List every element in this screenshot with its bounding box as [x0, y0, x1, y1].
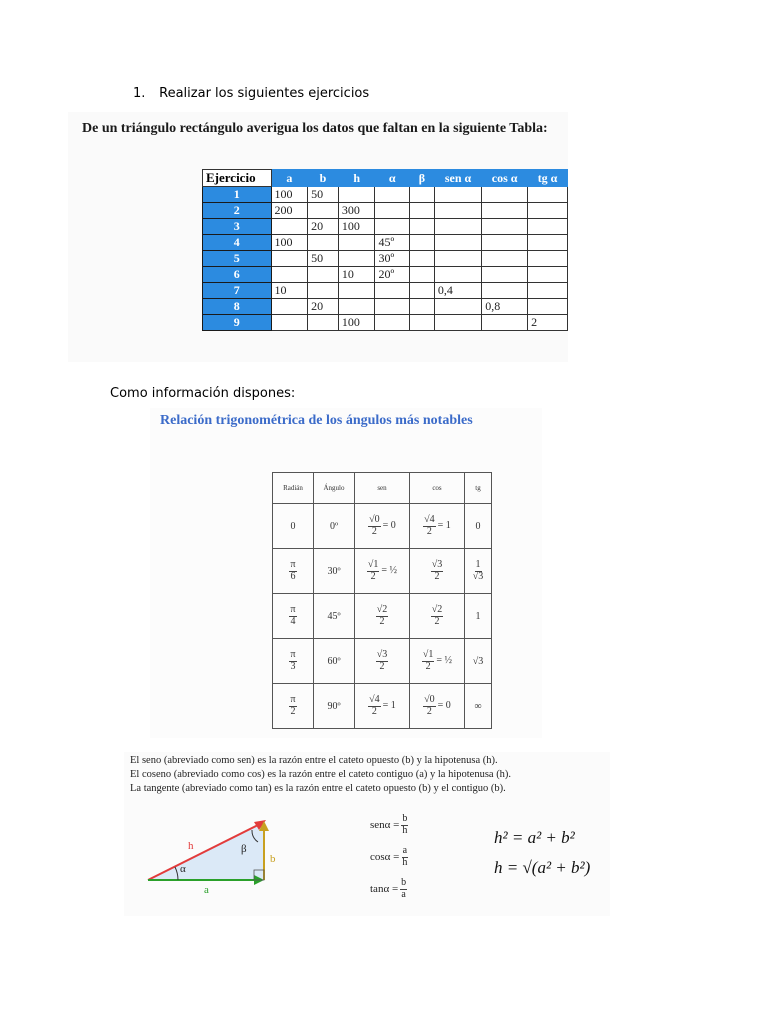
exercise-cell — [410, 299, 435, 315]
exercise-row-label: 8 — [203, 299, 272, 315]
radian-fraction-denominator: 6 — [290, 570, 296, 582]
header-cos: cos — [410, 473, 465, 504]
sen-fraction-numerator: √0 — [369, 514, 380, 525]
cell-tg — [465, 549, 492, 594]
cell-sen — [355, 504, 410, 549]
exercise-col-header: tg α — [528, 170, 568, 187]
cos-fraction-numerator: √3 — [431, 559, 443, 570]
cell-tg — [465, 639, 492, 684]
exercise-cell — [375, 283, 410, 299]
exercise-row-label: 3 — [203, 219, 272, 235]
exercise-cell — [528, 235, 568, 251]
formula-tan-lhs: tanα = — [370, 883, 399, 895]
cos-fraction — [423, 695, 436, 717]
radian-fraction — [289, 650, 296, 672]
cell-tg — [465, 594, 492, 639]
radian-fraction-denominator: 3 — [290, 660, 296, 672]
heading-number: 1. — [133, 86, 146, 101]
formula-sen — [370, 814, 408, 836]
exercise-col-header: β — [410, 170, 435, 187]
tg-value: 0 — [475, 520, 481, 532]
exercise-row-label: 9 — [203, 315, 272, 331]
angle-value: 90º — [327, 700, 341, 712]
exercise-col-header: b — [308, 170, 339, 187]
cell-sen — [355, 549, 410, 594]
cell-cos — [410, 594, 465, 639]
radian-fraction-numerator: π — [290, 649, 296, 660]
formula-cos — [370, 846, 408, 868]
exercise-cell: 0,4 — [434, 283, 481, 299]
cos-equals: = ½ — [436, 655, 453, 667]
cell-angle — [314, 684, 355, 729]
sen-fraction — [376, 650, 389, 672]
exercise-col-header: h — [338, 170, 375, 187]
exercise-cell — [375, 187, 410, 203]
formula-tan-num: b — [401, 877, 407, 888]
trig-header-row — [273, 473, 492, 504]
exercise-cell — [434, 219, 481, 235]
formula-cos-num: a — [402, 845, 408, 856]
formula-tan — [370, 878, 407, 900]
exercise-cell: 100 — [338, 219, 375, 235]
cell-cos — [410, 549, 465, 594]
cos-fraction-numerator: √1 — [422, 649, 434, 660]
cell-tg — [465, 684, 492, 729]
exercise-col-header: cos α — [482, 170, 528, 187]
header-sen: sen — [355, 473, 410, 504]
trig-row — [273, 504, 492, 549]
formula-sen-num: b — [402, 813, 408, 824]
exercise-cell — [338, 251, 375, 267]
cos-fraction-numerator: √4 — [424, 514, 435, 525]
exercise-cell: 300 — [338, 203, 375, 219]
sen-fraction — [368, 695, 381, 717]
exercise-cell — [434, 299, 481, 315]
exercise-row — [203, 315, 568, 331]
header-angle: Ángulo — [314, 473, 355, 504]
definition-cos: El coseno (abreviado como cos) es la razón entre el cateto contiguo (a) y la hipotenusa (h). — [130, 769, 512, 780]
exercise-cell: 100 — [271, 187, 308, 203]
right-triangle-diagram — [144, 812, 279, 894]
exercise-cell — [338, 187, 375, 203]
exercise-cell — [410, 315, 435, 331]
exercise-cell — [482, 219, 528, 235]
tg-value: ∞ — [474, 700, 482, 712]
exercise-cell — [528, 267, 568, 283]
radian-fraction-numerator: π — [290, 559, 296, 570]
exercise-cell — [410, 235, 435, 251]
notable-angles-image — [150, 408, 542, 738]
exercise-row — [203, 187, 568, 203]
tg-value: 1 — [475, 610, 481, 622]
cos-fraction-denominator: 2 — [426, 525, 432, 537]
exercise-cell — [528, 251, 568, 267]
exercise-cell — [338, 283, 375, 299]
sen-fraction — [368, 515, 381, 537]
angle-value: 45º — [327, 610, 341, 622]
exercise-cell — [308, 203, 339, 219]
sen-equals: = 1 — [382, 700, 396, 712]
exercise-cell — [434, 203, 481, 219]
exercise-image — [68, 112, 568, 362]
formula-sen-den: h — [402, 824, 408, 836]
exercise-cell — [482, 251, 528, 267]
exercise-row — [203, 235, 568, 251]
pythagoras-root-formula: h = √(a² + b²) — [494, 858, 591, 877]
exercise-row — [203, 219, 568, 235]
angle-value: 0º — [329, 520, 339, 532]
exercise-cell: 0,8 — [482, 299, 528, 315]
info-label: Como información dispones: — [110, 386, 296, 401]
sen-equals: = ½ — [381, 565, 398, 577]
label-a: a — [204, 884, 209, 894]
exercise-cell — [482, 283, 528, 299]
cos-fraction — [423, 515, 436, 537]
exercise-cell: 100 — [338, 315, 375, 331]
exercise-cell — [482, 267, 528, 283]
cell-angle — [314, 504, 355, 549]
sen-fraction-denominator: 2 — [371, 705, 377, 717]
exercise-cell — [482, 187, 528, 203]
exercise-row — [203, 203, 568, 219]
exercise-cell — [338, 299, 375, 315]
sen-fraction-numerator: √2 — [376, 604, 388, 615]
label-h: h — [188, 840, 194, 852]
radian-fraction-denominator: 2 — [290, 705, 296, 717]
exercise-cell: 10 — [271, 283, 308, 299]
exercise-cell — [308, 315, 339, 331]
exercise-cell: 100 — [271, 235, 308, 251]
trig-row — [273, 594, 492, 639]
formula-cos-lhs: cosα = — [370, 851, 400, 863]
exercise-row-label: 1 — [203, 187, 272, 203]
trig-row — [273, 639, 492, 684]
cell-sen — [355, 684, 410, 729]
exercise-cell: 200 — [271, 203, 308, 219]
exercise-cell — [528, 219, 568, 235]
exercise-row-label: 2 — [203, 203, 272, 219]
trig-row — [273, 684, 492, 729]
trig-row — [273, 549, 492, 594]
exercise-cell: 20º — [375, 267, 410, 283]
notables-title: Relación trigonométrica de los ángulos más notables — [160, 413, 473, 428]
cell-radian — [273, 594, 314, 639]
exercise-row-label: 7 — [203, 283, 272, 299]
cos-fraction-denominator: 2 — [434, 570, 440, 582]
sen-fraction-denominator: 2 — [371, 525, 377, 537]
exercise-cell — [308, 283, 339, 299]
sen-fraction-denominator: 2 — [379, 615, 385, 627]
sen-equals: = 0 — [382, 520, 396, 532]
exercise-cell — [528, 187, 568, 203]
radian-fraction-numerator: π — [290, 694, 296, 705]
definitions-image — [124, 752, 610, 916]
sen-fraction — [367, 560, 380, 582]
exercise-cell — [410, 187, 435, 203]
exercise-cell: 45º — [375, 235, 410, 251]
exercise-row-label: 5 — [203, 251, 272, 267]
tg-fraction — [472, 560, 485, 582]
exercise-cell — [271, 267, 308, 283]
cos-fraction-denominator: 2 — [434, 615, 440, 627]
exercise-cell — [375, 315, 410, 331]
exercise-cell — [434, 187, 481, 203]
exercise-cell — [410, 219, 435, 235]
cos-equals: = 0 — [437, 700, 451, 712]
exercise-cell — [410, 203, 435, 219]
cos-fraction-numerator: √2 — [431, 604, 443, 615]
angle-value: 30º — [327, 565, 341, 577]
cell-sen — [355, 639, 410, 684]
exercise-row — [203, 283, 568, 299]
cell-sen — [355, 594, 410, 639]
exercise-cell — [271, 299, 308, 315]
exercise-row-label: 6 — [203, 267, 272, 283]
tg-fraction-numerator: 1 — [475, 559, 481, 570]
exercise-cell: 20 — [308, 299, 339, 315]
exercise-row — [203, 299, 568, 315]
exercise-cell: 30º — [375, 251, 410, 267]
angle-value: 60º — [327, 655, 341, 667]
label-b: b — [270, 853, 276, 865]
exercise-col-header: α — [375, 170, 410, 187]
tg-fraction-denominator: √3 — [472, 570, 484, 582]
exercise-cell — [375, 203, 410, 219]
exercise-cell — [410, 267, 435, 283]
exercise-cell — [482, 315, 528, 331]
exercise-cell — [528, 299, 568, 315]
sen-fraction — [376, 605, 389, 627]
exercise-row — [203, 267, 568, 283]
exercise-cell — [271, 251, 308, 267]
cos-fraction-denominator: 2 — [426, 705, 432, 717]
cos-fraction-denominator: 2 — [425, 660, 431, 672]
exercise-cell — [528, 283, 568, 299]
sen-fraction-numerator: √1 — [367, 559, 379, 570]
header-radian: Radián — [273, 473, 314, 504]
formula-cos-den: h — [402, 856, 408, 868]
exercise-col-header: a — [271, 170, 308, 187]
exercise-cell — [434, 251, 481, 267]
label-alpha: α — [180, 863, 186, 875]
exercise-cell — [375, 299, 410, 315]
sen-fraction-numerator: √4 — [369, 694, 380, 705]
exercise-cell — [271, 219, 308, 235]
exercise-cell — [308, 267, 339, 283]
exercise-cell: 20 — [308, 219, 339, 235]
tg-value: √3 — [472, 655, 484, 667]
cell-radian — [273, 684, 314, 729]
cell-cos — [410, 639, 465, 684]
exercise-row — [203, 251, 568, 267]
exercise-header-row — [203, 170, 568, 187]
label-beta: β — [241, 843, 247, 855]
cell-angle — [314, 549, 355, 594]
exercise-cell — [434, 315, 481, 331]
definition-sen: El seno (abreviado como sen) es la razón entre el cateto opuesto (b) y la hipotenusa (h). — [130, 755, 498, 766]
exercise-cell — [338, 235, 375, 251]
cell-cos — [410, 684, 465, 729]
cos-fraction — [422, 650, 435, 672]
cell-tg — [465, 504, 492, 549]
exercise-cell: 10 — [338, 267, 375, 283]
exercise-cell — [482, 235, 528, 251]
cos-fraction-numerator: √0 — [424, 694, 435, 705]
cell-radian — [273, 549, 314, 594]
exercise-cell — [375, 219, 410, 235]
exercise-row-label: 4 — [203, 235, 272, 251]
exercise-cell — [410, 283, 435, 299]
cos-fraction — [431, 560, 444, 582]
cell-angle — [314, 594, 355, 639]
formula-sen-lhs: senα = — [370, 819, 400, 831]
exercise-title: De un triángulo rectángulo averigua los datos que faltan en la siguiente Tabla: — [82, 121, 548, 136]
radian-value: 0 — [290, 520, 296, 532]
radian-fraction — [289, 605, 296, 627]
heading-text: Realizar los siguientes ejercicios — [159, 86, 370, 101]
exercise-table — [202, 169, 568, 331]
radian-fraction — [289, 695, 296, 717]
radian-fraction-numerator: π — [290, 604, 296, 615]
exercise-cell — [308, 235, 339, 251]
radian-fraction-denominator: 4 — [290, 615, 296, 627]
cell-cos — [410, 504, 465, 549]
formula-tan-den: a — [401, 888, 406, 900]
radian-fraction — [289, 560, 296, 582]
exercise-cell: 50 — [308, 251, 339, 267]
sen-fraction-numerator: √3 — [376, 649, 388, 660]
exercise-cell — [434, 235, 481, 251]
exercise-cell — [410, 251, 435, 267]
sen-fraction-denominator: 2 — [379, 660, 385, 672]
cell-radian — [273, 504, 314, 549]
notable-angles-table — [272, 472, 492, 729]
cell-angle — [314, 639, 355, 684]
cos-equals: = 1 — [437, 520, 451, 532]
exercise-col-header: Ejercicio — [203, 170, 272, 187]
definition-tan: La tangente (abreviado como tan) es la razón entre el cateto opuesto (b) y el contiguo (b). — [130, 783, 506, 794]
cos-fraction — [431, 605, 444, 627]
sen-fraction-denominator: 2 — [370, 570, 376, 582]
pythagoras-formula: h² = a² + b² — [494, 828, 575, 847]
exercise-col-header: sen α — [434, 170, 481, 187]
exercise-cell — [528, 203, 568, 219]
exercise-cell — [482, 203, 528, 219]
header-tg: tg — [465, 473, 492, 504]
exercise-cell: 50 — [308, 187, 339, 203]
exercise-cell — [434, 267, 481, 283]
exercise-heading — [133, 86, 369, 101]
cell-radian — [273, 639, 314, 684]
exercise-cell: 2 — [528, 315, 568, 331]
exercise-cell — [271, 315, 308, 331]
